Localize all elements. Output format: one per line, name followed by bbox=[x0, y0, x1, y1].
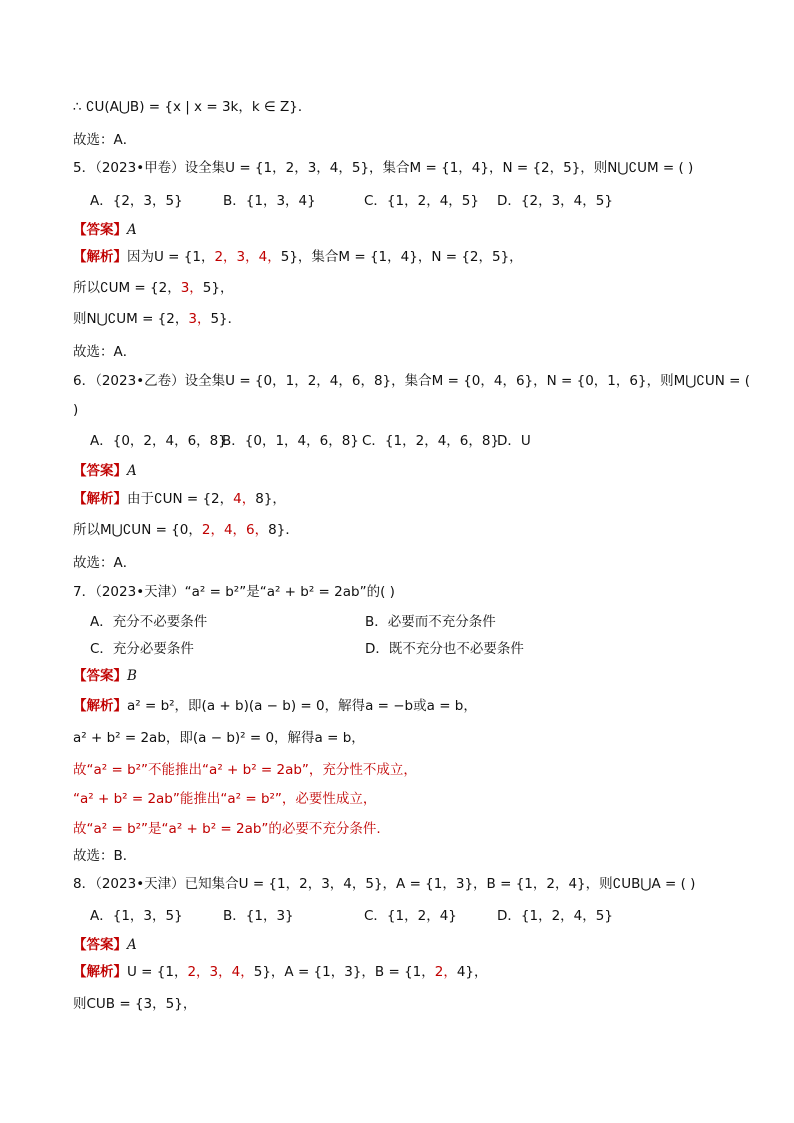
q5-option-d: D．{2，3，4，5} bbox=[497, 193, 613, 209]
q8-solution-1 bbox=[73, 960, 754, 984]
answer-tag: 【答案】 bbox=[73, 222, 127, 238]
q6-solution-1 bbox=[73, 487, 754, 511]
q7-solution-1 bbox=[73, 694, 754, 718]
q6-option-d: D．U bbox=[497, 433, 531, 449]
q7-option-d: D．既不充分也不必要条件 bbox=[365, 641, 524, 657]
highlight-text: 2， bbox=[434, 964, 457, 980]
q5-answer bbox=[73, 218, 754, 242]
q7-stem: 7．（2023•天津）“a² = b²”是“a² + b² = 2ab”的( ) bbox=[73, 584, 395, 600]
solution-tag: 【解析】 bbox=[73, 698, 127, 714]
solution-text: 所以M⋃∁UN = {0， bbox=[73, 522, 202, 538]
solution-tag: 【解析】 bbox=[73, 964, 127, 980]
q8-option-a: A．{1，3，5} bbox=[90, 908, 183, 924]
q7-solution-5: 故“a² = b²”是“a² + b² = 2ab”的必要不充分条件. bbox=[73, 821, 381, 837]
answer-value: A bbox=[127, 463, 137, 479]
highlight-text: 3， bbox=[180, 280, 203, 296]
q8-option-c: C．{1，2，4} bbox=[364, 908, 457, 924]
solution-text: 8}， bbox=[255, 491, 286, 507]
q6-solution-2 bbox=[73, 518, 754, 542]
solution-text: 所以∁UM = {2， bbox=[73, 280, 181, 296]
solution-text: 5}． bbox=[210, 311, 242, 327]
q5-option-c: C．{1，2，4，5} bbox=[364, 193, 479, 209]
q7-answer bbox=[73, 664, 754, 688]
answer-tag: 【答案】 bbox=[73, 668, 127, 684]
q8-solution-2: 则CUB = {3，5}， bbox=[73, 996, 197, 1012]
q8-option-b: B．{1，3} bbox=[223, 908, 294, 924]
q8-answer bbox=[73, 933, 754, 957]
solution-tag: 【解析】 bbox=[73, 491, 127, 507]
solution-text: 则N⋃∁UM = {2， bbox=[73, 311, 189, 327]
highlight-text: 2，4，6， bbox=[201, 522, 269, 538]
solution-text: 5}， bbox=[202, 280, 234, 296]
q7-option-c: C．充分必要条件 bbox=[90, 641, 194, 657]
highlight-text: 3， bbox=[188, 311, 211, 327]
q7-option-b: B．必要而不充分条件 bbox=[365, 614, 496, 630]
q7-solution-4: “a² + b² = 2ab”能推出“a² = b²”，必要性成立， bbox=[73, 791, 377, 807]
q6-stem-cont: ) bbox=[73, 402, 79, 418]
q8-option-d: D．{1，2，4，5} bbox=[497, 908, 613, 924]
answer-value: B bbox=[127, 668, 137, 684]
highlight-text: 2，3，4， bbox=[187, 964, 254, 980]
q5-choose: 故选：A． bbox=[73, 344, 137, 360]
conclusion-line: ∴ ∁U(A⋃B) = {x | x = 3k，k ∈ Z}． bbox=[73, 99, 312, 115]
q7-solution-2: a² + b² = 2ab，即(a − b)² = 0，解得a = b， bbox=[73, 730, 365, 746]
solution-tag: 【解析】 bbox=[73, 249, 127, 265]
q6-option-b: B．{0，1，4，6，8} bbox=[222, 433, 359, 449]
q6-option-a: A．{0，2，4，6，8} bbox=[90, 433, 227, 449]
solution-text: 5}，A = {1，3}，B = {1， bbox=[253, 964, 435, 980]
solution-text: 4}， bbox=[456, 964, 488, 980]
highlight-text: 4， bbox=[233, 491, 256, 507]
q5-solution-3 bbox=[73, 307, 754, 331]
q6-answer bbox=[73, 459, 754, 483]
answer-tag: 【答案】 bbox=[73, 463, 127, 479]
solution-text: 8}． bbox=[268, 522, 299, 538]
answer-value: A bbox=[127, 222, 137, 238]
q7-choose: 故选：B． bbox=[73, 848, 137, 864]
highlight-text: 2，3，4， bbox=[214, 249, 281, 265]
q5-option-b: B．{1，3，4} bbox=[223, 193, 316, 209]
solution-text: U = {1， bbox=[127, 964, 188, 980]
solution-text: 5}，集合M = {1，4}，N = {2，5}， bbox=[280, 249, 523, 265]
solution-text: a² = b²，即(a + b)(a − b) = 0，解得a = −b或a = b， bbox=[127, 698, 477, 714]
q7-solution-3: 故“a² = b²”不能推出“a² + b² = 2ab”，充分性不成立， bbox=[73, 762, 417, 778]
q5-solution-1 bbox=[73, 245, 754, 269]
q8-stem: 8．（2023•天津）已知集合U = {1，2，3，4，5}，A = {1，3}，B = {1，2，4}，则∁UB⋃A = ( ) bbox=[73, 876, 696, 892]
answer-tag: 【答案】 bbox=[73, 937, 127, 953]
q5-stem: 5．（2023•甲卷）设全集U = {1，2，3，4，5}，集合M = {1，4}，N = {2，5}，则N⋃∁UM = ( ) bbox=[73, 160, 694, 176]
q7-option-a: A．充分不必要条件 bbox=[90, 614, 208, 630]
answer-value: A bbox=[127, 937, 137, 953]
choose-line: 故选：A． bbox=[73, 132, 137, 148]
solution-text: 因为U = {1， bbox=[127, 249, 215, 265]
q5-option-a: A．{2，3，5} bbox=[90, 193, 183, 209]
q5-solution-2 bbox=[73, 276, 754, 300]
q6-option-c: C．{1，2，4，6，8} bbox=[362, 433, 500, 449]
solution-text: 由于∁UN = {2， bbox=[127, 491, 234, 507]
q6-stem: 6．（2023•乙卷）设全集U = {0，1，2，4，6，8}，集合M = {0，4，6}，N = {0，1，6}，则M⋃∁UN = ( bbox=[73, 373, 751, 389]
q6-choose: 故选：A． bbox=[73, 555, 137, 571]
